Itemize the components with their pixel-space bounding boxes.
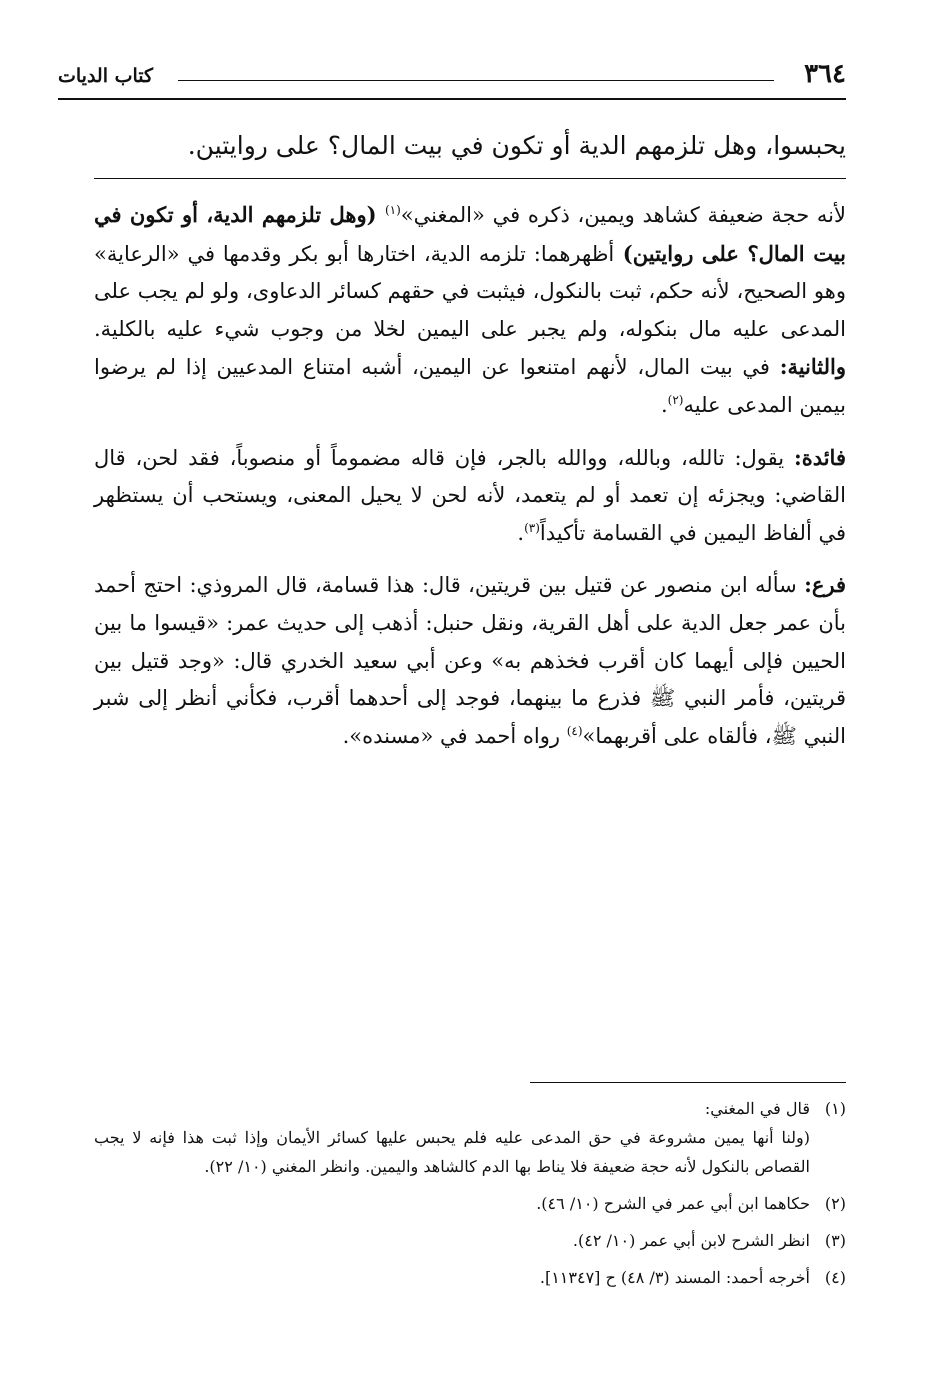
footnote-reference: (٢) [667, 392, 684, 407]
text-divider [94, 178, 846, 179]
footnote-reference: (٣) [524, 520, 540, 535]
commentary-text: . [660, 392, 668, 417]
footnote-text: حكاهما ابن أبي عمر في الشرح (١٠/ ٤٦). [536, 1194, 810, 1213]
footnote [94, 1226, 846, 1255]
footnote [94, 1094, 846, 1181]
header-rule [178, 80, 774, 81]
page-number: ٣٦٤ [804, 59, 846, 89]
bold-label: فائدة: [793, 444, 846, 470]
header-underline [58, 98, 846, 100]
footnotes [94, 1094, 846, 1292]
commentary-text: رواه أحمد في «مسنده». [342, 723, 567, 748]
bold-label: فرع: [804, 572, 846, 598]
footnote-number: (١) [824, 1099, 846, 1118]
footnote-number: (٢) [824, 1194, 846, 1213]
footnote-text: أخرجه أحمد: المسند (٣/ ٤٨) ح [١١٣٤٧]. [539, 1268, 810, 1287]
commentary-paragraph [94, 439, 846, 553]
commentary-text: لأنه حجة ضعيفة كشاهد ويمين، ذكره في «المغني» [400, 203, 847, 227]
commentary-text: في بيت المال، لأنهم امتنعوا عن اليمين، أشبه امتناع المدعيين إذا لم يرضوا بيمين المدعى عليه [94, 355, 846, 417]
footnote [94, 1189, 846, 1218]
footnote-reference: (٤) [566, 723, 583, 738]
quoted-text: (وهل تلزمهم الدية، أو تكون في بيت المال؟ على روايتين) [94, 202, 846, 266]
footnote-number: (٣) [824, 1231, 846, 1250]
footnote [94, 1263, 846, 1292]
running-title: كتاب الديات [58, 65, 154, 87]
commentary-paragraph [94, 566, 846, 755]
page-header [58, 58, 846, 98]
commentary-text: . [517, 520, 525, 545]
footnote-text: (ولنا أنها يمين مشروعة في حق المدعى عليه فلم يحبس عليها كسائر الأيمان وإذا ثبت هذا فإنه لا يجب القصاص بالنكول لأنه حجة ضعيفة فلا يناط بها الدم كالشاهد واليمين. وانظر المغني (١٠/ ٢٢). [94, 1128, 810, 1176]
commentary-paragraph [94, 196, 846, 425]
commentary-text: يقول: تالله، وبالله، ووالله بالجر، فإن قاله مضموماً أو منصوباً، فقد لحن، قال القاضي: ويجزئه إن تعمد أو لم يتعمد، لأنه لحن لا يحيل المعنى، ويستحب أن يستظهر في ألفاظ اليمين في القسامة تأكيداً [94, 445, 846, 545]
main-text: يحبسوا، وهل تلزمهم الدية أو تكون في بيت المال؟ على روايتين. [187, 131, 846, 160]
footnote-text: انظر الشرح لابن أبي عمر (١٠/ ٤٢). [572, 1231, 810, 1250]
footnote-separator [530, 1082, 846, 1083]
bold-label: والثانية: [779, 354, 846, 380]
footnote-text: قال في المغني: [704, 1099, 810, 1118]
footnote-number: (٤) [824, 1268, 846, 1287]
commentary [94, 196, 846, 755]
commentary-text: أظهرهما: تلزمه الدية، اختارها أبو بكر وقدمها في «الرعاية» وهو الصحيح، لأنه حكم، ثبت بالنكول، فيثبت في حقهم كسائر الدعاوى، ولو لم يجب على المدعى عليه مال بنكوله، ولم يجبر على اليمين لخلا من وجوب شيء عليه بالكلية. [94, 241, 846, 341]
footnote-reference: (١) [384, 203, 401, 217]
commentary-text: سأله ابن منصور عن قتيل بين قريتين، قال: هذا قسامة، قال المروذي: احتج أحمد بأن عمر جعل الدية على أهل القرية، ونقل حنبل: أذهب إلى حديث عمر: «قيسوا ما بين الحيين فإلى أيهما كان أقرب فخذهم به» وعن أبي سعيد الخدري قال: «وجد قتيل بين قريتين، فأمر النبي ﷺ فذرع ما بينهما، فوجد إلى أحدهما أقرب، فكأني أنظر إلى شبر النبي ﷺ، فألقاه على أقربهما» [94, 573, 846, 748]
